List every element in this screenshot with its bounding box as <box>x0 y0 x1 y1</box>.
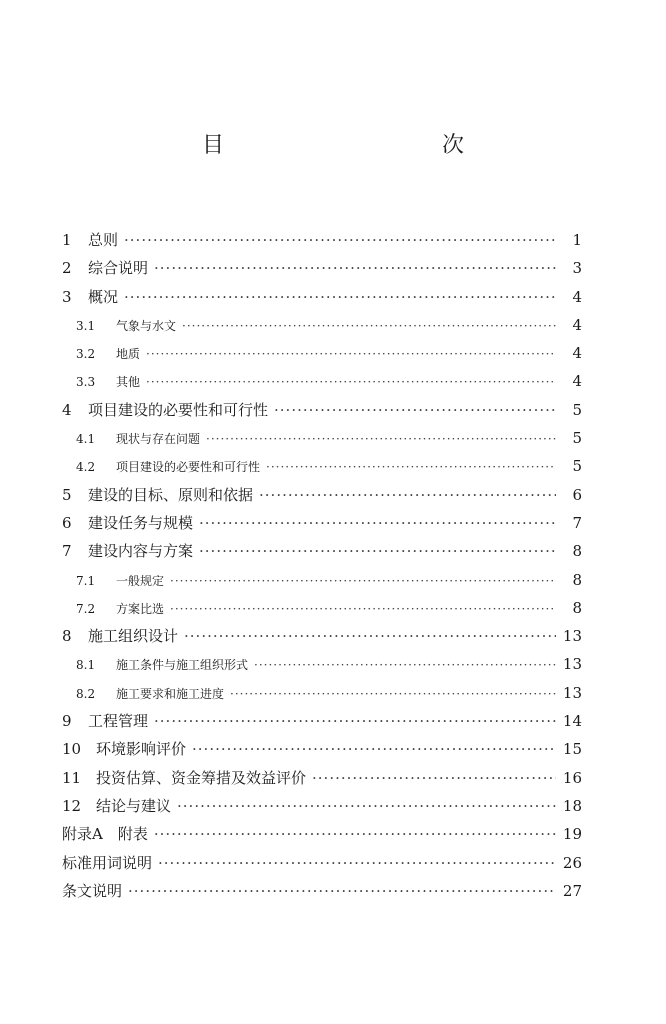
toc-number: 3.3 <box>76 375 96 390</box>
toc-subentry[interactable] <box>62 452 582 480</box>
toc-page: 8 <box>572 542 582 561</box>
dot-leader <box>192 735 556 763</box>
toc-page: 18 <box>562 796 582 815</box>
dot-leader <box>312 764 556 792</box>
toc-entry[interactable] <box>62 849 582 877</box>
toc-label: 投资估算、资金筹措及效益评价 <box>96 768 307 787</box>
dot-leader <box>128 877 556 905</box>
table-of-contents <box>62 226 582 905</box>
toc-label: 现状与存在问题 <box>116 432 201 447</box>
toc-subentry[interactable] <box>62 311 582 339</box>
toc-label: 施工要求和施工进度 <box>116 686 225 701</box>
toc-number: 4.1 <box>76 432 96 447</box>
toc-number: 8.2 <box>76 686 96 701</box>
toc-number: 3 <box>62 287 72 306</box>
toc-entry[interactable] <box>62 764 582 792</box>
toc-page: 26 <box>562 853 582 872</box>
toc-number: 12 <box>62 796 82 815</box>
toc-label: 项目建设的必要性和可行性 <box>116 460 261 475</box>
dot-leader <box>254 651 556 679</box>
toc-page: 3 <box>572 259 582 278</box>
toc-entry[interactable] <box>62 396 582 424</box>
toc-label: 概况 <box>88 287 119 306</box>
dot-leader <box>146 368 556 396</box>
toc-label: 建设任务与规模 <box>88 513 194 532</box>
toc-number: 7.1 <box>76 573 96 588</box>
toc-number: 1 <box>62 231 72 249</box>
toc-number: 7 <box>62 542 72 561</box>
toc-subentry[interactable] <box>62 339 582 367</box>
toc-label: 建设的目标、原则和依据 <box>88 485 254 504</box>
toc-entry[interactable] <box>62 283 582 311</box>
toc-page: 19 <box>562 825 582 844</box>
toc-number: 7.2 <box>76 601 96 616</box>
toc-label: 环境影响评价 <box>96 740 187 759</box>
toc-subentry[interactable] <box>62 679 582 707</box>
toc-number: 5 <box>62 485 72 504</box>
dot-leader <box>154 820 556 848</box>
dot-leader <box>177 792 556 820</box>
toc-page: 13 <box>562 683 582 702</box>
toc-entry[interactable] <box>62 226 582 254</box>
toc-entry[interactable] <box>62 792 582 820</box>
toc-page: 14 <box>562 712 582 731</box>
toc-number: 9 <box>62 712 72 731</box>
dot-leader <box>170 595 556 623</box>
toc-entry[interactable] <box>62 622 582 650</box>
toc-label: 建设内容与方案 <box>88 542 194 561</box>
toc-page: 5 <box>572 429 582 448</box>
toc-entry[interactable] <box>62 820 582 848</box>
dot-leader <box>170 567 556 595</box>
toc-number: 3.2 <box>76 347 96 362</box>
toc-page: 13 <box>562 627 582 646</box>
toc-entry[interactable] <box>62 537 582 565</box>
toc-page: 15 <box>562 740 582 759</box>
dot-leader <box>124 283 556 311</box>
toc-entry[interactable] <box>62 254 582 282</box>
toc-page: 27 <box>562 881 582 900</box>
toc-label: 其他 <box>116 375 141 390</box>
toc-page: 8 <box>572 598 582 617</box>
toc-page: 5 <box>572 400 582 419</box>
toc-label: 一般规定 <box>116 573 165 588</box>
toc-page: 16 <box>562 768 582 787</box>
toc-label: 标准用词说明 <box>62 853 153 872</box>
toc-label: 项目建设的必要性和可行性 <box>88 400 269 419</box>
toc-subentry[interactable] <box>62 566 582 594</box>
toc-page: 6 <box>572 485 582 504</box>
toc-page: 13 <box>562 655 582 674</box>
dot-leader <box>146 340 556 368</box>
toc-number: 11 <box>62 768 82 787</box>
toc-subentry[interactable] <box>62 594 582 622</box>
toc-label: 总则 <box>88 231 119 249</box>
toc-subentry[interactable] <box>62 650 582 678</box>
toc-subentry[interactable] <box>62 424 582 452</box>
toc-page: 5 <box>572 457 582 476</box>
dot-leader <box>259 481 556 509</box>
toc-page: 8 <box>572 570 582 589</box>
toc-number: 10 <box>62 740 82 759</box>
toc-subentry[interactable] <box>62 367 582 395</box>
toc-label: 施工组织设计 <box>88 627 179 646</box>
toc-page: 4 <box>572 344 582 363</box>
toc-number: 2 <box>62 259 72 278</box>
toc-number: 8 <box>62 627 72 646</box>
toc-label: 地质 <box>116 347 141 362</box>
page-title: 目 次 <box>201 133 522 158</box>
dot-leader <box>184 622 556 650</box>
toc-label: 结论与建议 <box>96 796 172 815</box>
dot-leader <box>266 453 556 481</box>
toc-label: 施工条件与施工组织形式 <box>116 658 249 673</box>
toc-entry[interactable] <box>62 707 582 735</box>
toc-entry[interactable] <box>62 877 582 905</box>
toc-label: 气象与水文 <box>116 318 177 333</box>
toc-number: 4 <box>62 400 72 419</box>
dot-leader <box>274 396 556 424</box>
toc-label: 附录A 附表 <box>62 825 148 844</box>
dot-leader <box>199 537 556 565</box>
toc-page: 4 <box>572 287 582 306</box>
dot-leader <box>158 849 556 877</box>
dot-leader <box>230 680 556 708</box>
dot-leader <box>199 509 556 537</box>
toc-number: 4.2 <box>76 460 96 475</box>
dot-leader <box>154 254 556 282</box>
dot-leader <box>154 707 556 735</box>
toc-entry[interactable] <box>62 481 582 509</box>
toc-number: 8.1 <box>76 658 96 673</box>
toc-label: 条文说明 <box>62 881 123 900</box>
toc-page: 4 <box>572 372 582 391</box>
toc-entry[interactable] <box>62 735 582 763</box>
toc-entry[interactable] <box>62 509 582 537</box>
toc-page: 4 <box>572 315 582 334</box>
toc-page: 1 <box>572 231 582 249</box>
dot-leader <box>124 226 556 254</box>
toc-label: 综合说明 <box>88 259 149 278</box>
dot-leader <box>206 425 556 453</box>
toc-label: 方案比选 <box>116 601 165 616</box>
dot-leader <box>182 312 556 340</box>
toc-label: 工程管理 <box>88 712 149 731</box>
toc-page: 7 <box>572 513 582 532</box>
toc-number: 3.1 <box>76 318 96 333</box>
toc-number: 6 <box>62 513 72 532</box>
